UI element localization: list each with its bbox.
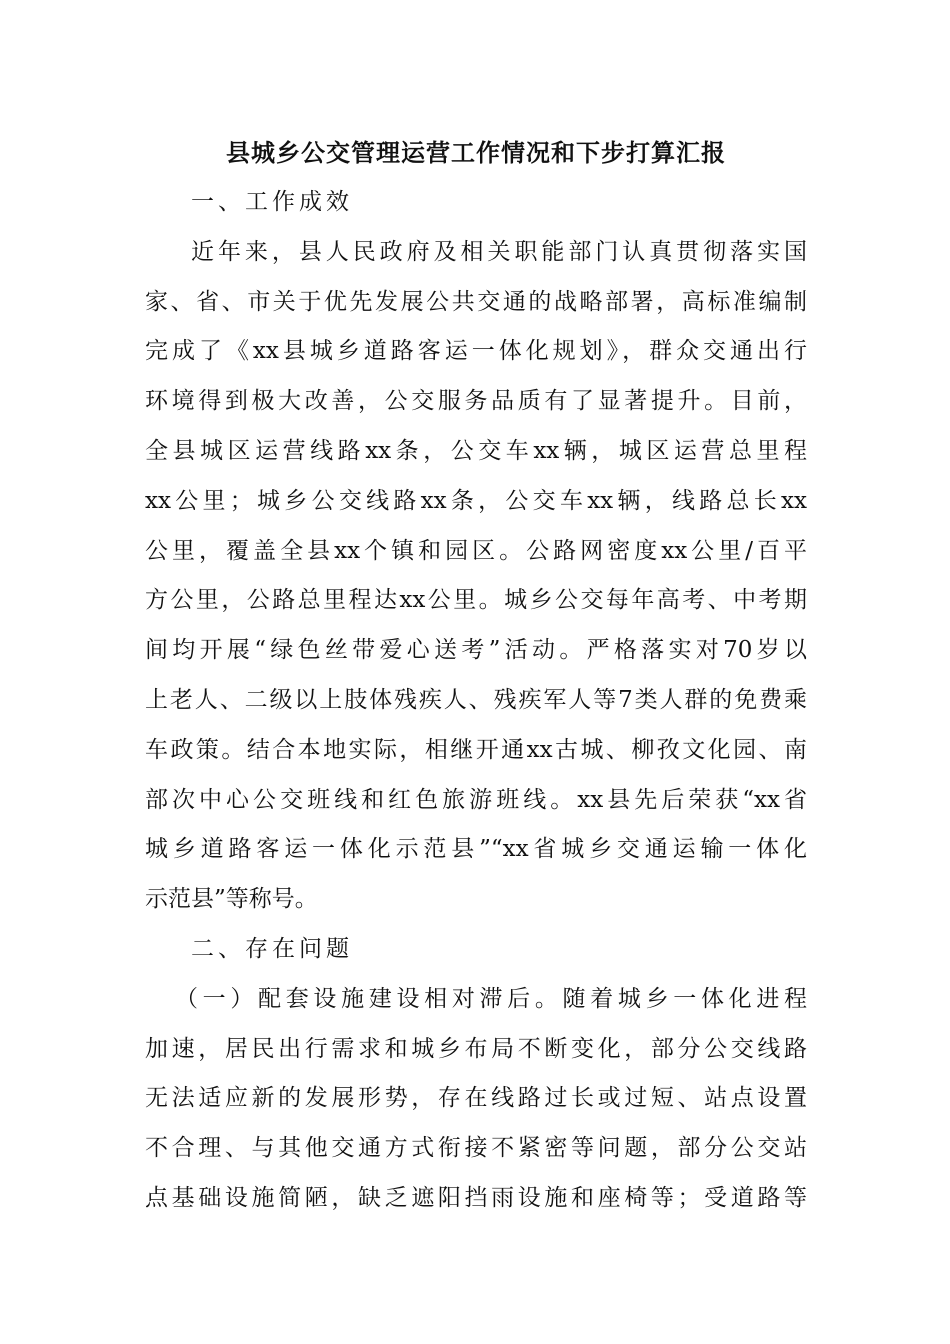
paragraph-line: 车政策。结合本地实际，相继开通xx古城、柳孜文化园、南 (145, 736, 807, 763)
paragraph-line: 上老人、二级以上肢体残疾人、残疾军人等7类人群的免费乘 (145, 686, 807, 713)
paragraph-line: 点基础设施简陋，缺乏遮阳挡雨设施和座椅等；受道路等 (145, 1184, 807, 1211)
paragraph-line: 家、省、市关于优先发展公共交通的战略部署，高标准编制 (145, 288, 807, 315)
paragraph-line: 示范县”等称号。 (145, 886, 318, 913)
paragraph-line: 间均开展“绿色丝带爱心送考”活动。严格落实对70岁以 (145, 637, 807, 664)
section-1-body (145, 228, 807, 925)
paragraph-line: 无法适应新的发展形势，存在线路过长或过短、站点设置 (145, 1085, 807, 1112)
paragraph-line: 部次中心公交班线和红色旅游班线。xx县先后荣获“xx省 (145, 786, 807, 813)
paragraph-line: （一）配套设施建设相对滞后。随着城乡一体化进程 (175, 985, 807, 1012)
paragraph-line: 城乡道路客运一体化示范县”“xx省城乡交通运输一体化 (145, 836, 807, 863)
paragraph-line: 完成了《xx县城乡道路客运一体化规划》，群众交通出行 (145, 338, 807, 365)
paragraph-line: xx公里；城乡公交线路xx条，公交车xx辆，线路总长xx (145, 487, 807, 514)
paragraph-line: 近年来，县人民政府及相关职能部门认真贯彻落实国 (191, 238, 807, 265)
section-heading-1: 一、工作成效 (191, 189, 353, 215)
document-page (145, 128, 807, 1224)
section-heading-2: 二、存在问题 (191, 935, 353, 962)
paragraph-line: 环境得到极大改善，公交服务品质有了显著提升。目前， (145, 388, 807, 415)
paragraph-line: 不合理、与其他交通方式衔接不紧密等问题，部分公交站 (145, 1135, 807, 1162)
section-2-body (145, 975, 807, 1224)
paragraph-line: 方公里，公路总里程达xx公里。城乡公交每年高考、中考期 (145, 587, 807, 614)
paragraph-line: 公里，覆盖全县xx个镇和园区。公路网密度xx公里/百平 (145, 537, 807, 564)
paragraph-line: 加速，居民出行需求和城乡布局不断变化，部分公交线路 (145, 1035, 807, 1062)
paragraph-line: 全县城区运营线路xx条，公交车xx辆，城区运营总里程 (145, 437, 807, 464)
document-title: 县城乡公交管理运营工作情况和下步打算汇报 (226, 138, 726, 167)
